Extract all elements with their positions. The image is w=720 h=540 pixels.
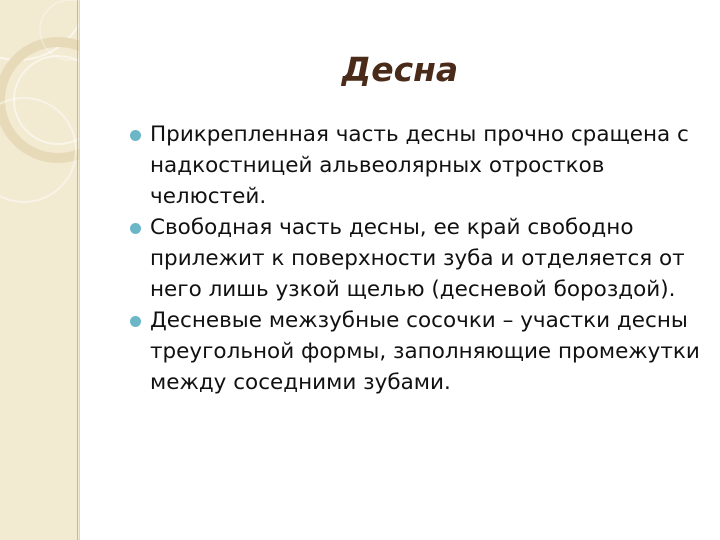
decorative-side-panel [0, 0, 80, 540]
bullet-list [130, 119, 700, 398]
bullet-dot-icon [130, 316, 141, 327]
slide-title: Десна [341, 50, 459, 89]
bullet-text: Прикрепленная часть десны прочно сращена с надкостницей альвеолярных отростков челюстей. [150, 122, 689, 209]
bullet-item [130, 305, 700, 398]
bullet-text: Свободная часть десны, ее край свободно прилежит к поверхности зуба и отделяется от него лишь узкой щелью (десневой бороздой). [150, 215, 685, 302]
decorative-rings-graphic [0, 0, 80, 540]
bullet-dot-icon [130, 130, 141, 141]
bullet-text: Десневые межзубные сосочки – участки десны треугольной формы, заполняющие промежутки между соседними зубами. [150, 308, 700, 395]
bullet-dot-icon [130, 223, 141, 234]
panel-divider [77, 0, 78, 540]
bullet-item [130, 212, 700, 305]
panel-divider-light [79, 0, 80, 540]
bullet-item [130, 119, 700, 212]
